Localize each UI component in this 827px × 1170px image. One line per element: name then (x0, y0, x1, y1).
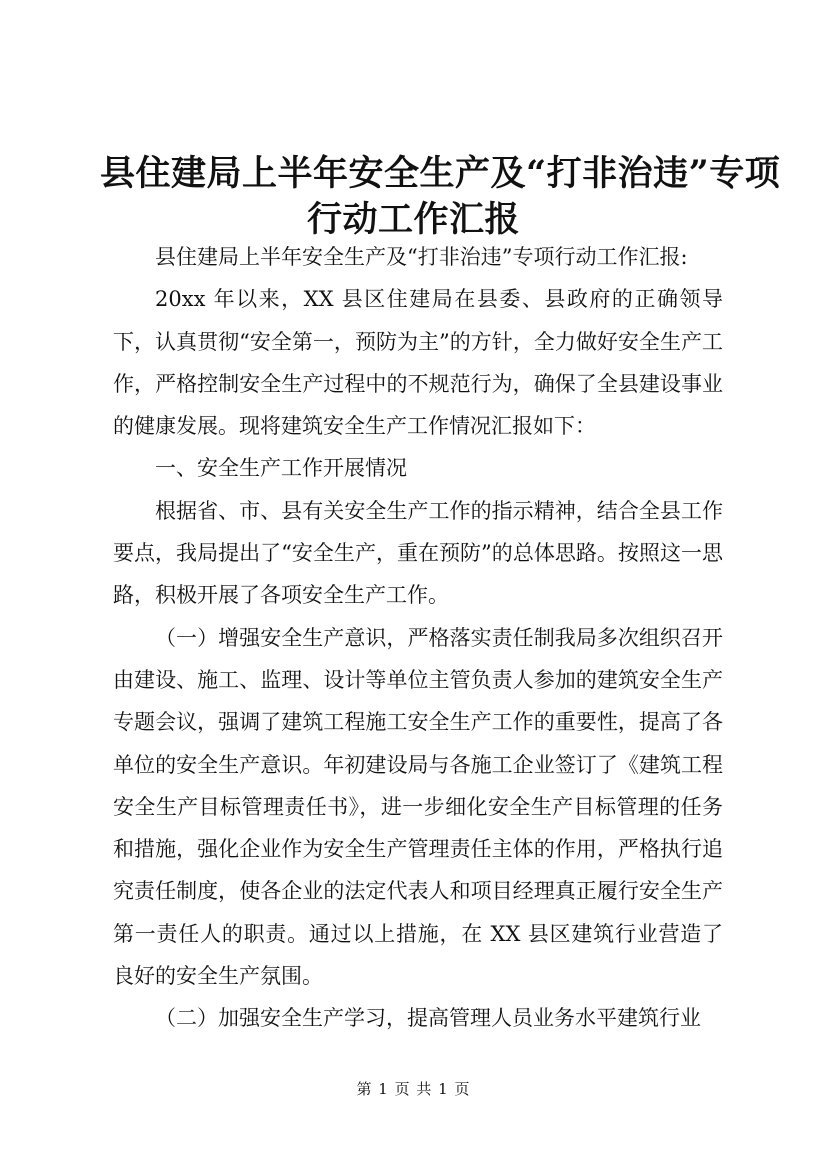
paragraph-subsection-1: （一）增强安全生产意识，严格落实责任制我局多次组织召开由建设、施工、监理、设计等单位主管负责人参加的建筑安全生产专题会议，强调了建筑工程施工安全生产工作的重要性，提高了各单位的安全生产意识。年初建设局与各施工企业签订了《建筑工程安全生产目标管理责任书》，进一步细化安全生产目标管理的任务和措施，强化企业作为安全生产管理责任主体的作用，严格执行追究责任制度，使各企业的法定代表人和项目经理真正履行安全生产第一责任人的职责。通过以上措施，在 XX 县区建筑行业营造了良好的安全生产氛围。 (113, 625, 723, 989)
section-heading-1: 一、安全生产工作开展情况 (155, 456, 407, 481)
paragraph-subsection-2: （二）加强安全生产学习，提高管理人员业务水平建筑行业 (155, 1006, 701, 1031)
paragraph-overview: 20xx 年以来，XX 县区住建局在县委、县政府的正确领导下，认真贯彻“安全第一，预防为主”的方针，全力做好安全生产工作，严格控制安全生产过程中的不规范行为，确保了全县建设事业的健康发展。现将建筑安全生产工作情况汇报如下： (113, 287, 723, 439)
paragraph-intro-title: 县住建局上半年安全生产及“打非治违”专项行动工作汇报: (155, 245, 688, 269)
document-title-line-1: 县住建局上半年安全生产及“打非治违”专项 (100, 153, 781, 194)
page-footer: 第 1 页 共 1 页 (356, 1080, 471, 1098)
document-title-line-2: 行动工作汇报 (306, 199, 520, 240)
paragraph-approach: 根据省、市、县有关安全生产工作的指示精神，结合全县工作要点，我局提出了“安全生产，重在预防”的总体思路。按照这一思路，积极开展了各项安全生产工作。 (113, 498, 723, 608)
document-body (113, 236, 723, 1040)
